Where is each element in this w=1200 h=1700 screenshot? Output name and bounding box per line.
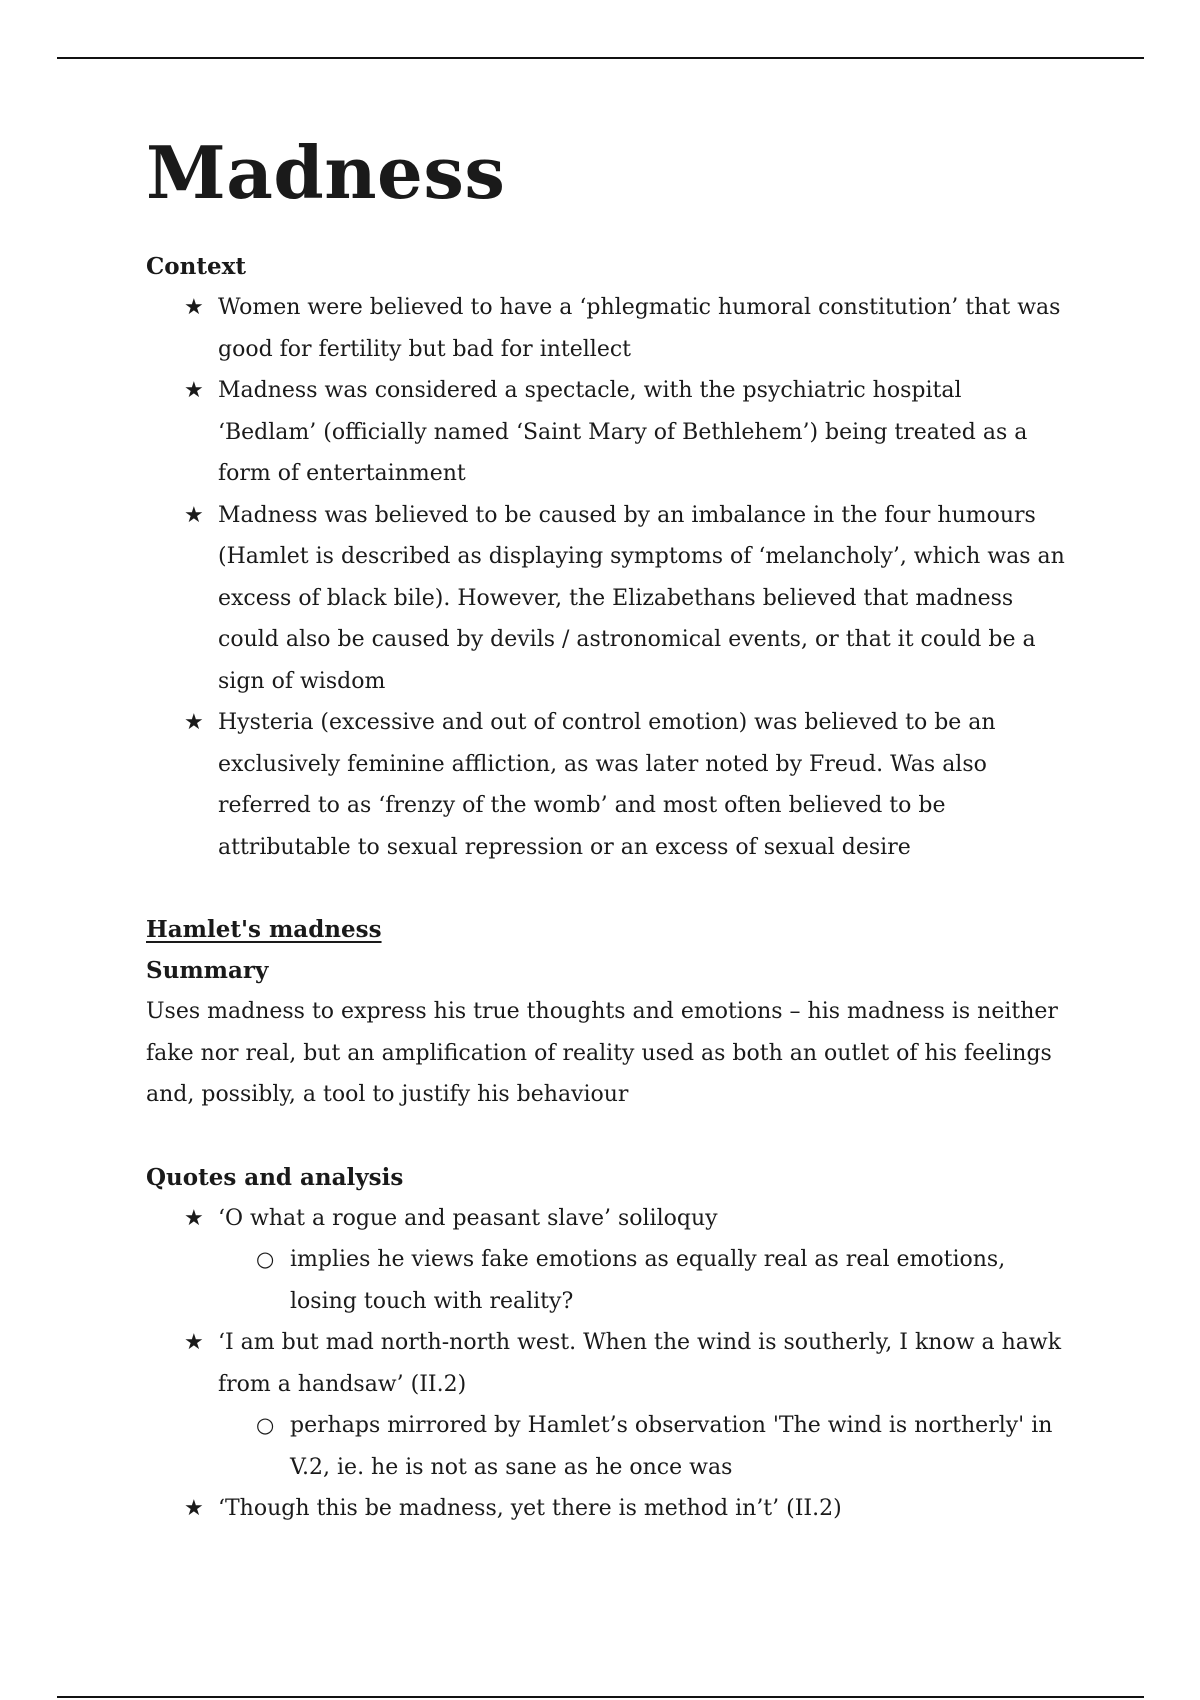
spacer <box>146 1116 1066 1157</box>
list-item <box>146 702 1066 868</box>
analysis-text: perhaps mirrored by Hamlet’s observation 'The wind is northerly' in V.2, ie. he is not as sane as he once was <box>290 1413 1053 1480</box>
analysis-text: implies he views fake emotions as equally real as real emotions, losing touch with reality? <box>290 1247 1006 1314</box>
top-rule <box>57 57 1144 59</box>
star-bullet-icon: ★ <box>184 710 204 736</box>
summary-heading: Summary <box>146 957 269 985</box>
list-item <box>218 1405 1066 1488</box>
star-bullet-icon: ★ <box>184 378 204 404</box>
context-item-text: Hysteria (excessive and out of control emotion) was believed to be an exclusively feminine affliction, as was later noted by Freud. Was also referred to as ‘frenzy of the womb’ and most often believed to be attributable to sexual repression or an excess of sexual desire <box>218 710 996 860</box>
star-bullet-icon: ★ <box>184 1496 204 1522</box>
star-bullet-icon: ★ <box>184 1330 204 1356</box>
list-item <box>146 1488 1066 1530</box>
quote-text: ‘O what a rogue and peasant slave’ soliloquy <box>218 1205 718 1231</box>
quote-text: ‘Though this be madness, yet there is method in’t’ (II.2) <box>218 1496 842 1522</box>
context-item-text: Madness was believed to be caused by an imbalance in the four humours (Hamlet is described as displaying symptoms of ‘melancholy’, which was an excess of black bile). However, the Elizabethans believed that madness could also be caused by devils / astronomical events, or that it could be a sign of wisdom <box>218 502 1065 694</box>
summary-text: Uses madness to express his true thoughts and emotions – his madness is neither fake nor real, but an amplification of reality used as both an outlet of his feelings and, possibly, a tool to justify his behaviour <box>146 999 1058 1108</box>
hamlet-madness-heading: Hamlet's madness <box>146 916 382 944</box>
document-page <box>146 130 1066 1530</box>
list-item <box>146 1198 1066 1323</box>
star-bullet-icon: ★ <box>184 1205 204 1231</box>
quotes-list <box>146 1198 1066 1530</box>
list-item <box>218 1239 1066 1322</box>
star-bullet-icon: ★ <box>184 502 204 528</box>
context-item-text: Madness was considered a spectacle, with the psychiatric hospital ‘Bedlam’ (officially named ‘Saint Mary of Bethlehem’) being treated as a form of entertainment <box>218 378 1028 487</box>
bottom-rule <box>57 1696 1144 1698</box>
list-item <box>146 495 1066 703</box>
analysis-list <box>218 1405 1066 1488</box>
list-item <box>146 1322 1066 1488</box>
circle-bullet-icon: ○ <box>256 1247 275 1272</box>
context-list <box>146 287 1066 868</box>
list-item <box>146 287 1066 370</box>
list-item <box>146 370 1066 495</box>
star-bullet-icon: ★ <box>184 295 204 321</box>
quotes-heading: Quotes and analysis <box>146 1163 404 1191</box>
context-item-text: Women were believed to have a ‘phlegmatic humoral constitution’ that was good for fertility but bad for intellect <box>218 295 1061 362</box>
analysis-list <box>218 1239 1066 1322</box>
context-heading: Context <box>146 253 246 281</box>
quote-text: ‘I am but mad north-north west. When the wind is southerly, I know a hawk from a handsaw’ (II.2) <box>218 1330 1062 1397</box>
page-title: Madness <box>146 130 506 215</box>
spacer <box>146 868 1066 909</box>
circle-bullet-icon: ○ <box>256 1413 275 1438</box>
